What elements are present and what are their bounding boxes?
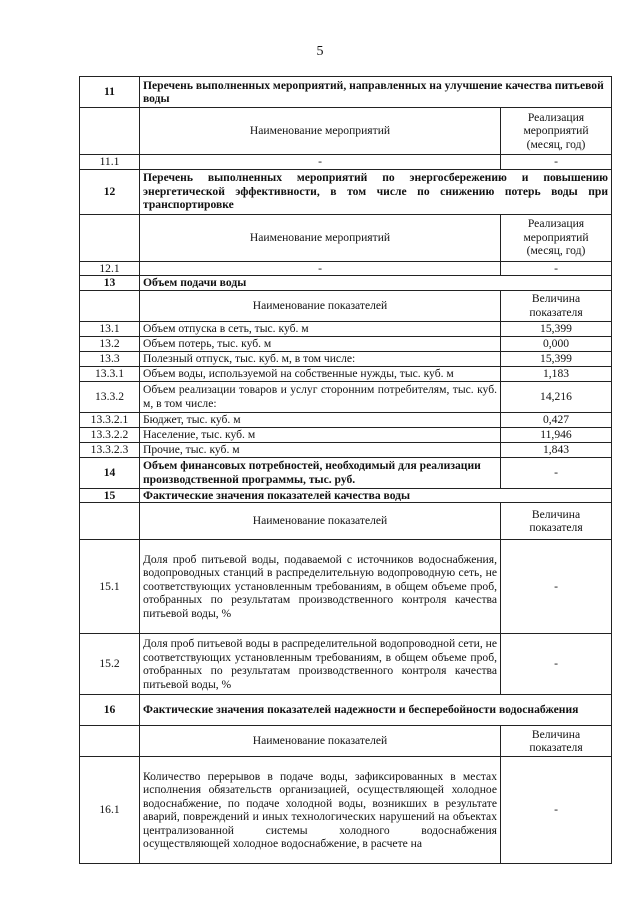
- blank-cell: [80, 214, 140, 261]
- row-value: 11,946: [501, 427, 612, 442]
- column-header-name: Наименование мероприятий: [140, 214, 501, 261]
- table-row: [80, 321, 612, 336]
- column-header-name: Наименование показателей: [140, 290, 501, 321]
- row-name: -: [140, 155, 501, 170]
- page-number: 5: [316, 44, 324, 59]
- column-header-value: Величина показателя: [501, 290, 612, 321]
- subheader-row: [80, 290, 612, 321]
- row-name: Доля проб питьевой воды, подаваемой с источников водоснабжения, водопроводных станций в распределительную водопроводную сеть, не соответствующих установленным требованиям, в общем объеме проб, отобранных по результатам производственного контроля качества питьевой воды, %: [140, 540, 501, 634]
- table-row: [80, 442, 612, 457]
- row-number: 11.1: [80, 155, 140, 170]
- column-header-name: Наименование показателей: [140, 503, 501, 540]
- row-value: 15,399: [501, 351, 612, 366]
- row-value: 14,216: [501, 381, 612, 412]
- section-title: Объем финансовых потребностей, необходимый для реализации производственной программы, тыс. руб.: [140, 457, 501, 488]
- row-number: 13.3.1: [80, 366, 140, 381]
- row-name: Полезный отпуск, тыс. куб. м, в том числе:: [140, 351, 501, 366]
- row-name: Объем потерь, тыс. куб. м: [140, 336, 501, 351]
- table-row: [80, 381, 612, 412]
- table-row: [80, 757, 612, 864]
- blank-cell: [80, 726, 140, 757]
- row-name: Объем отпуска в сеть, тыс. куб. м: [140, 321, 501, 336]
- row-value: -: [501, 540, 612, 634]
- column-header-value: Реализация мероприятий (месяц, год): [501, 214, 612, 261]
- row-number: 12.1: [80, 261, 140, 276]
- section-header-14: [80, 457, 612, 488]
- section-number: 12: [80, 169, 140, 214]
- section-title: Фактические значения показателей надежности и бесперебойности водоснабжения: [140, 695, 612, 726]
- row-value: -: [501, 155, 612, 170]
- row-name: Население, тыс. куб. м: [140, 427, 501, 442]
- row-number: 13.3.2.1: [80, 412, 140, 427]
- blank-cell: [80, 108, 140, 155]
- row-name: Бюджет, тыс. куб. м: [140, 412, 501, 427]
- row-name: -: [140, 261, 501, 276]
- subheader-row: [80, 503, 612, 540]
- row-name: Количество перерывов в подаче воды, зафиксированных в местах исполнения обязательств организацией, осуществляющей холодное водоснабжение, по подаче холодной воды, возникших в результате аварий, повреждений и иных технологических нарушений на объектах централизованной системы холодного водоснабжения осуществляющей холодное водоснабжение, в расчете на: [140, 757, 501, 864]
- subheader-row: [80, 214, 612, 261]
- row-number: 13.2: [80, 336, 140, 351]
- section-number: 16: [80, 695, 140, 726]
- row-number: 15.2: [80, 634, 140, 695]
- table-row: [80, 261, 612, 276]
- table-row: [80, 155, 612, 170]
- table-row: [80, 412, 612, 427]
- section-header-15: [80, 488, 612, 503]
- row-value: 0,427: [501, 412, 612, 427]
- blank-cell: [80, 503, 140, 540]
- subheader-row: [80, 726, 612, 757]
- row-value: -: [501, 261, 612, 276]
- section-title: Объем подачи воды: [140, 276, 612, 291]
- row-value: 1,843: [501, 442, 612, 457]
- row-number: 13.3.2: [80, 381, 140, 412]
- table-row: [80, 634, 612, 695]
- column-header-value: Величина показателя: [501, 503, 612, 540]
- row-number: 13.3: [80, 351, 140, 366]
- row-value: 15,399: [501, 321, 612, 336]
- row-value: -: [501, 757, 612, 864]
- row-value: -: [501, 457, 612, 488]
- row-name: Объем реализации товаров и услуг сторонним потребителям, тыс. куб. м, в том числе:: [140, 381, 501, 412]
- section-number: 13: [80, 276, 140, 291]
- subheader-row: [80, 108, 612, 155]
- column-header-name: Наименование показателей: [140, 726, 501, 757]
- table-row: [80, 540, 612, 634]
- section-header-11: [80, 77, 612, 108]
- row-number: 16.1: [80, 757, 140, 864]
- row-number: 13.3.2.2: [80, 427, 140, 442]
- row-value: -: [501, 634, 612, 695]
- section-number: 15: [80, 488, 140, 503]
- section-header-12: [80, 169, 612, 214]
- section-number: 14: [80, 457, 140, 488]
- row-value: 1,183: [501, 366, 612, 381]
- row-number: 13.3.2.3: [80, 442, 140, 457]
- section-title: Фактические значения показателей качества воды: [140, 488, 612, 503]
- section-title: Перечень выполненных мероприятий по энергосбережению и повышению энергетической эффективности, в том числе по снижению потерь воды при транспортировке: [140, 169, 612, 214]
- table-row: [80, 427, 612, 442]
- row-name: Доля проб питьевой воды в распределительной водопроводной сети, не соответствующих установленным требованиям, в общем объеме проб, отобранных по результатам производственного контроля качества питьевой воды, %: [140, 634, 501, 695]
- table-row: [80, 366, 612, 381]
- section-header-13: [80, 276, 612, 291]
- section-number: 11: [80, 77, 140, 108]
- column-header-name: Наименование мероприятий: [140, 108, 501, 155]
- row-number: 13.1: [80, 321, 140, 336]
- column-header-value: Величина показателя: [501, 726, 612, 757]
- table-row: [80, 351, 612, 366]
- section-header-16: [80, 695, 612, 726]
- row-name: Прочие, тыс. куб. м: [140, 442, 501, 457]
- row-name: Объем воды, используемой на собственные нужды, тыс. куб. м: [140, 366, 501, 381]
- blank-cell: [80, 290, 140, 321]
- column-header-value: Реализация мероприятий (месяц, год): [501, 108, 612, 155]
- report-table: [79, 76, 612, 864]
- section-title: Перечень выполненных мероприятий, направленных на улучшение качества питьевой воды: [140, 77, 612, 108]
- table-row: [80, 336, 612, 351]
- row-value: 0,000: [501, 336, 612, 351]
- row-number: 15.1: [80, 540, 140, 634]
